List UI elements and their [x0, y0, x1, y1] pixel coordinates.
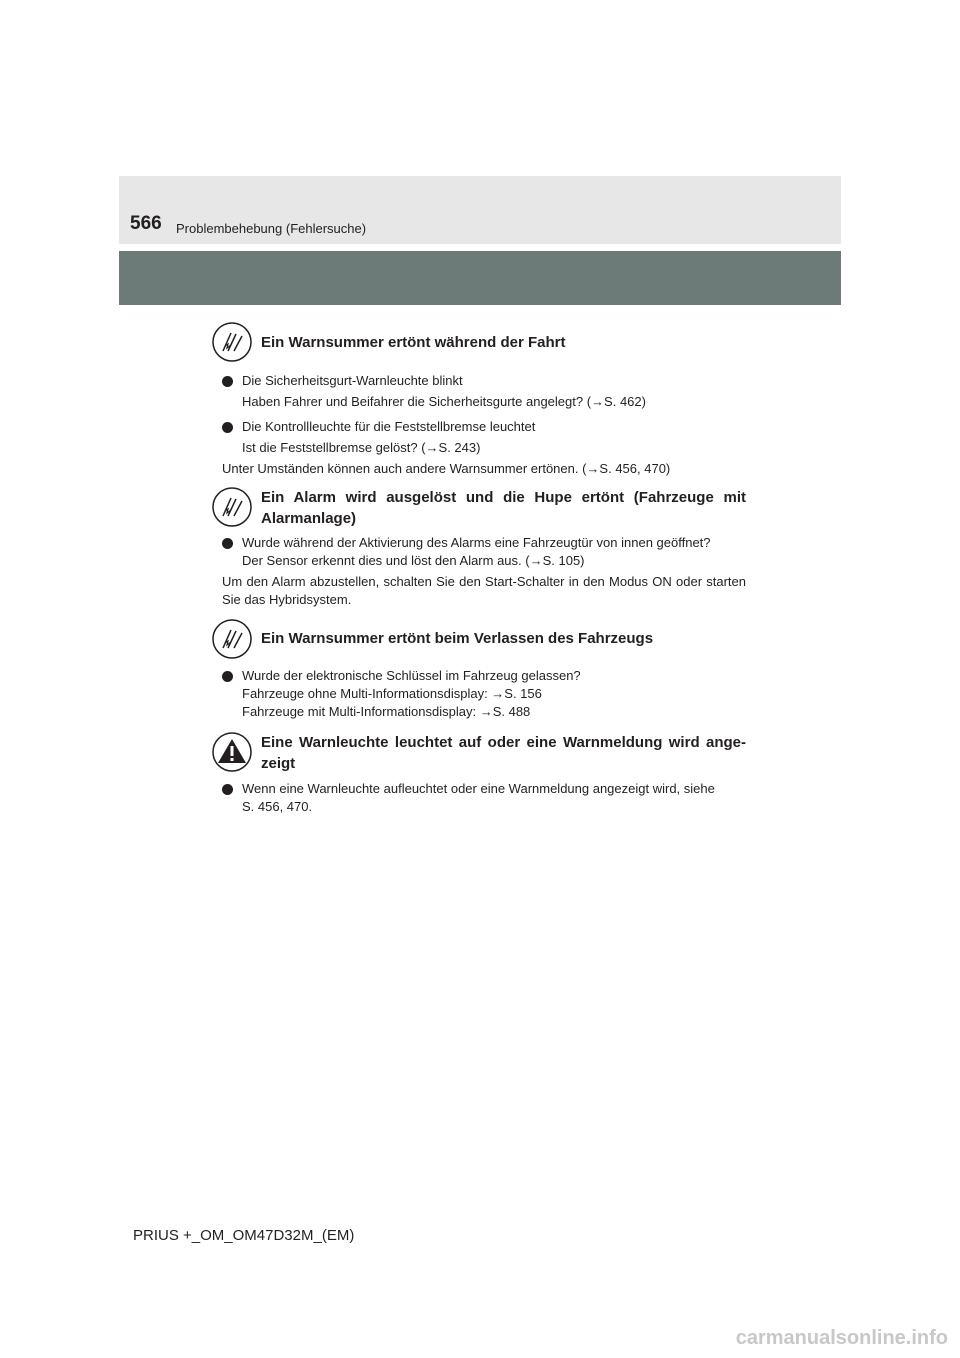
- detail-text: Fahrzeuge ohne Multi-Informationsdisplay: →S. 156: [242, 686, 542, 701]
- detail-text: Der Sensor erkennt dies und löst den Alarm aus. (→S. 105): [242, 553, 585, 568]
- detail-text: Ist die Feststellbremse gelöst? (→S. 243): [242, 440, 481, 455]
- list-item: [222, 418, 746, 436]
- bullet-text: Wurde der elektronische Schlüssel im Fahrzeug gelassen?: [242, 668, 581, 683]
- list-item: [222, 372, 746, 390]
- title-band: [119, 251, 841, 305]
- section-heading: Ein Warnsummer ertönt während der Fahrt: [261, 334, 566, 351]
- section-body: [212, 534, 746, 609]
- buzzer-warning-icon: [212, 487, 252, 527]
- section-heading: Ein Alarm wird ausgelöst und die Hupe ertönt (Fahrzeuge mit Alarmanlage): [261, 489, 746, 527]
- note-text: Um den Alarm abzustellen, schalten Sie den Start-Schalter in den Modus ON oder starten Sie das Hybridsystem.: [222, 574, 746, 607]
- note-text: Unter Umständen können auch andere Warnsummer ertönen. (→S. 456, 470): [222, 461, 671, 476]
- warning-triangle-icon: [212, 732, 252, 772]
- bullet-icon: [222, 376, 233, 387]
- detail-text: Haben Fahrer und Beifahrer die Sicherheitsgurte angelegt? (→S. 462): [242, 394, 646, 409]
- section-body: [212, 372, 746, 478]
- buzzer-warning-icon: [212, 619, 252, 659]
- bullet-text: Wurde während der Aktivierung des Alarms eine Fahrzeugtür von innen geöffnet?: [242, 535, 711, 550]
- page-number: 566: [130, 213, 162, 234]
- bullet-text: Die Kontrollleuchte für die Feststellbremse leuchtet: [242, 419, 536, 434]
- section-body: [212, 667, 746, 721]
- section-body: [212, 780, 746, 816]
- chapter-title: Problembehebung (Fehlersuche): [176, 221, 367, 236]
- section-driving-buzzer: [212, 322, 746, 353]
- section-heading: Eine Warnleuchte leuchtet auf oder eine Warnmeldung wird ange-zeigt: [261, 734, 746, 772]
- list-item: [222, 780, 746, 798]
- bullet-text: Wenn eine Warnleuchte aufleuchtet oder eine Warnmeldung angezeigt wird, siehe: [242, 781, 715, 796]
- detail-text: Fahrzeuge mit Multi-Informationsdisplay: →S. 488: [242, 704, 531, 719]
- section-leaving-buzzer: [212, 619, 746, 649]
- detail-text: S. 456, 470.: [242, 799, 313, 814]
- bullet-text: Die Sicherheitsgurt-Warnleuchte blinkt: [242, 373, 463, 388]
- bullet-icon: [222, 784, 233, 795]
- section-warning-light: [212, 732, 746, 774]
- bullet-icon: [222, 538, 233, 549]
- document-code: PRIUS +_OM_OM47D32M_(EM): [133, 1227, 355, 1244]
- bullet-icon: [222, 671, 233, 682]
- watermark: carmanualsonline.info: [735, 1327, 948, 1349]
- bullet-icon: [222, 422, 233, 433]
- section-heading: Ein Warnsummer ertönt beim Verlassen des Fahrzeugs: [261, 630, 654, 647]
- list-item: [222, 667, 746, 685]
- list-item: [222, 534, 746, 552]
- section-alarm: [212, 487, 746, 529]
- buzzer-warning-icon: [212, 322, 252, 362]
